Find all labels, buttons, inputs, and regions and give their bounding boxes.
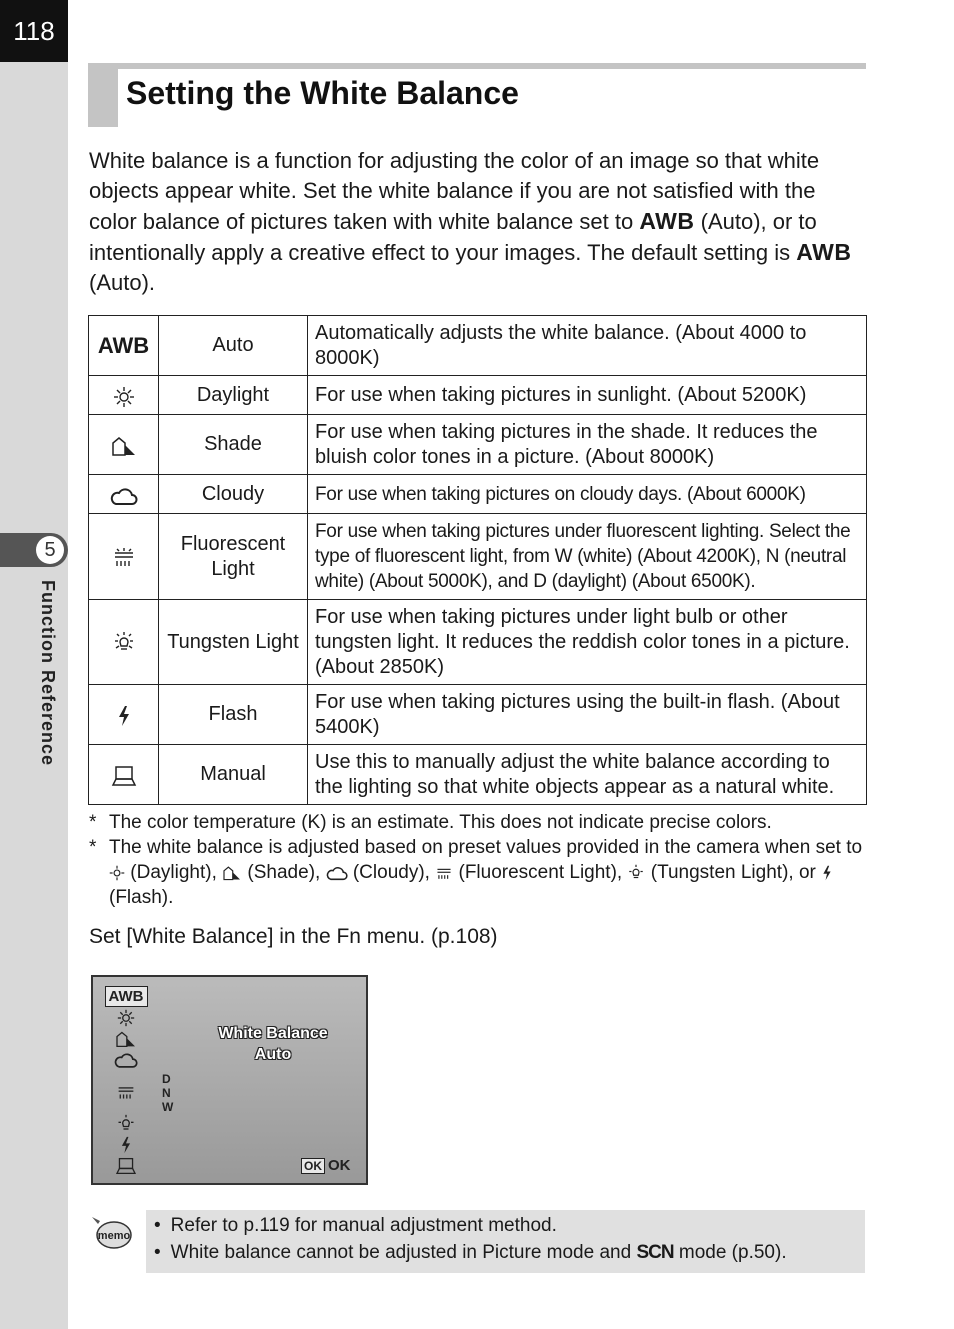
mode-description: For use when taking pictures on cloudy days. (About 6000K) [308, 475, 867, 514]
footnote-text: (Daylight), [130, 862, 217, 883]
title-rule [88, 63, 866, 69]
screen-value: Auto [254, 1046, 292, 1063]
footnote-text: The color temperature (K) is an estimate. This does not indicate precise colors. [109, 812, 772, 833]
table-row-fluorescent [89, 514, 867, 600]
intro-text-3: (Auto). [89, 270, 156, 295]
mode-description: For use when taking pictures in the shade. It reduces the bluish color tones in a picture. (About 8000K) [308, 415, 867, 475]
memo-text: White balance cannot be adjusted in Picture mode and [170, 1242, 632, 1263]
footnote-text: (Cloudy), [352, 862, 430, 883]
white-balance-table [88, 315, 867, 805]
ok-label: OK [328, 1157, 351, 1174]
manual-icon[interactable] [103, 1154, 149, 1175]
shade-icon [89, 415, 159, 475]
cloudy-icon [89, 475, 159, 514]
footnote-text: (Flash). [109, 887, 174, 908]
screen-title: White Balance [218, 1025, 328, 1042]
footnote-1 [89, 810, 869, 835]
scn-icon: SCN [636, 1242, 674, 1263]
submode-w[interactable]: W [162, 1100, 174, 1114]
memo-label: memo [97, 1230, 131, 1242]
footnote-text: The white balance is adjusted based on preset values provided in the camera when set to [109, 837, 863, 858]
chapter-number: 5 [36, 536, 64, 564]
bullet: • [154, 1215, 161, 1236]
footnote-text: (Shade), [247, 862, 321, 883]
memo-text: Refer to p.119 for manual adjustment method. [170, 1215, 557, 1236]
awb-inline-icon: AWB [639, 208, 695, 234]
table-row-shade [89, 415, 867, 475]
bullet: • [154, 1242, 161, 1263]
tungsten-icon[interactable] [103, 1112, 149, 1133]
fluorescent-submodes [162, 1072, 173, 1114]
daylight-icon[interactable] [103, 1006, 149, 1027]
mode-name: Tungsten Light [159, 600, 308, 685]
daylight-icon [89, 376, 159, 415]
fluorescent-icon[interactable] [103, 1080, 149, 1101]
page-title: Setting the White Balance [126, 75, 519, 111]
memo-item [154, 1242, 787, 1264]
table-row-tungsten [89, 600, 867, 685]
mode-description: For use when taking pictures under fluorescent lighting. Select the type of fluorescent light, from W (white) (About 4200K), N (neutral white) (About 5000K), and D (daylight) (About 6500K). [308, 514, 867, 600]
awb-icon[interactable] [103, 985, 149, 1006]
spacer [103, 1069, 149, 1080]
wb-menu-icons [103, 985, 149, 1175]
camera-screen [91, 975, 368, 1185]
flash-icon [821, 865, 833, 881]
shade-icon [222, 865, 242, 881]
page-number: 118 [0, 0, 68, 62]
mode-name: Manual [159, 745, 308, 805]
title-block [88, 63, 118, 127]
fluorescent-icon [435, 865, 453, 881]
asterisk: * [89, 812, 97, 833]
tungsten-icon [89, 600, 159, 685]
mode-description: Use this to manually adjust the white balance according to the lighting so that white objects appear as a natural white. [308, 745, 867, 805]
awb-icon: AWB [89, 316, 159, 376]
title-bar [88, 63, 866, 127]
table-row-auto [89, 316, 867, 376]
intro-paragraph [89, 146, 869, 298]
mode-description: For use when taking pictures under light bulb or other tungsten light. It reduces the reddish color tones in a picture. (About 2850K) [308, 600, 867, 685]
mode-name: Daylight [159, 376, 308, 415]
flash-icon[interactable] [103, 1133, 149, 1154]
memo-box [146, 1210, 865, 1273]
mode-description: For use when taking pictures in sunlight. (About 5200K) [308, 376, 867, 415]
ok-button[interactable] [301, 1157, 351, 1174]
footnotes [89, 810, 869, 910]
chapter-label: Function Reference [38, 580, 58, 767]
table-row-cloudy [89, 475, 867, 514]
memo-icon [90, 1215, 132, 1251]
shade-icon[interactable] [103, 1027, 149, 1048]
tungsten-icon [627, 864, 645, 882]
intro-text-2: (Auto), or to intentionally apply a creative effect to your images. The default setting is [89, 209, 817, 265]
table-row-manual [89, 745, 867, 805]
mode-name: Fluorescent Light [159, 514, 308, 600]
mode-name: Cloudy [159, 475, 308, 514]
memo-text: mode (p.50). [678, 1242, 787, 1263]
daylight-icon [109, 865, 125, 881]
mode-description: Automatically adjusts the white balance. (About 4000 to 8000K) [308, 316, 867, 376]
manual-icon [89, 745, 159, 805]
flash-icon [89, 685, 159, 745]
intro-text-1: White balance is a function for adjusting the color of an image so that white objects appear white. Set the white balance if you are not satisfied with the color balance of pictures taken with white balance set to [89, 148, 820, 234]
cloudy-icon[interactable] [103, 1048, 149, 1069]
spacer [103, 1101, 149, 1112]
footnote-text: (Fluorescent Light), [458, 862, 623, 883]
cloudy-icon [326, 865, 348, 881]
ok-key-icon: OK [301, 1158, 325, 1174]
mode-name: Flash [159, 685, 308, 745]
awb-inline-icon: AWB [796, 239, 852, 265]
asterisk: * [89, 837, 97, 858]
memo-item [154, 1215, 557, 1237]
submode-n[interactable]: N [162, 1086, 171, 1100]
awb-selected-label: AWB [105, 986, 148, 1007]
mode-description: For use when taking pictures using the built-in flash. (About 5400K) [308, 685, 867, 745]
mode-name: Auto [159, 316, 308, 376]
table-row-flash [89, 685, 867, 745]
mode-name: Shade [159, 415, 308, 475]
submode-d[interactable]: D [162, 1072, 171, 1086]
fluorescent-icon [89, 514, 159, 600]
table-row-daylight [89, 376, 867, 415]
footnote-text: (Tungsten Light), or [650, 862, 816, 883]
footnote-2 [89, 835, 869, 910]
instruction-text: Set [White Balance] in the Fn menu. (p.108) [89, 925, 498, 948]
screen-title-block [193, 1023, 353, 1065]
